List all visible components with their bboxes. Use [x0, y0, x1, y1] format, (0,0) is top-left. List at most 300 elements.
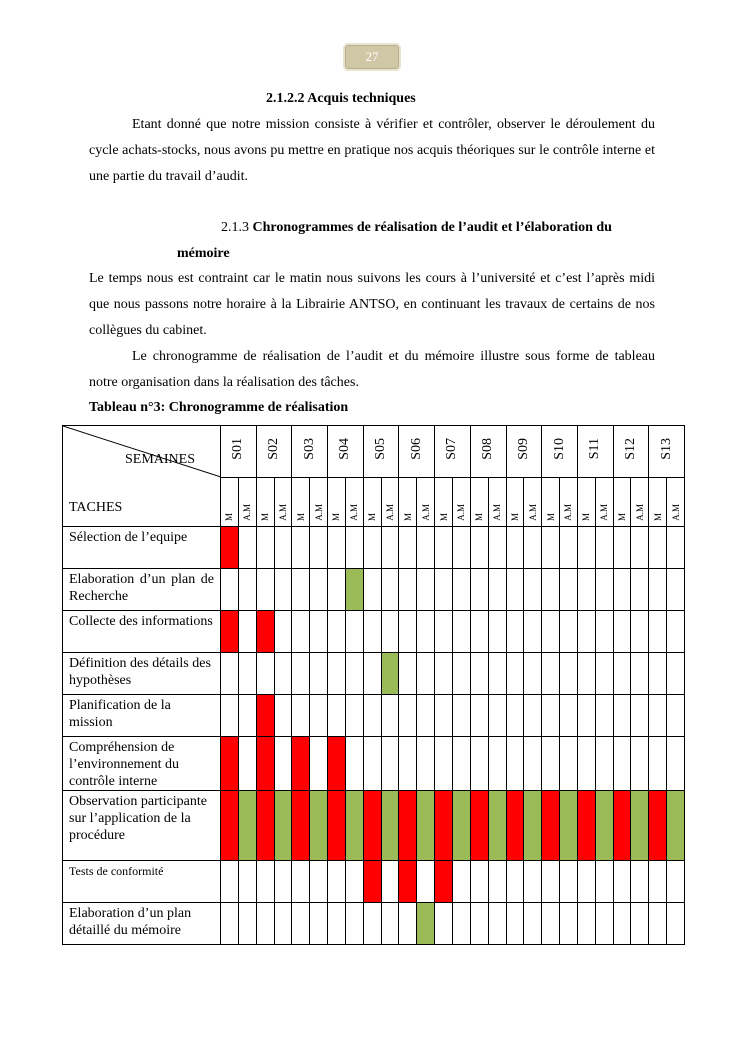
- schedule-cell-empty: [310, 653, 328, 695]
- schedule-cell-empty: [328, 653, 346, 695]
- week-header-s01: [221, 426, 257, 478]
- schedule-cell-empty: [488, 861, 506, 903]
- schedule-cell-empty: [488, 527, 506, 569]
- schedule-cell-empty: [667, 903, 685, 945]
- schedule-cell-empty: [577, 569, 595, 611]
- schedule-cell-empty: [577, 611, 595, 653]
- schedule-cell-filled-red: [221, 737, 239, 791]
- schedule-cell-empty: [221, 903, 239, 945]
- week-label: S04: [337, 438, 353, 460]
- schedule-cell-empty: [631, 737, 649, 791]
- schedule-cell-empty: [399, 737, 417, 791]
- slot-header-s09-m: [506, 478, 524, 527]
- task-label: [63, 791, 221, 861]
- schedule-cell-filled-red: [221, 611, 239, 653]
- schedule-cell-empty: [381, 695, 399, 737]
- section-title-chronogrammes: [177, 215, 655, 267]
- schedule-cell-empty: [560, 527, 578, 569]
- schedule-cell-empty: [363, 737, 381, 791]
- schedule-cell-empty: [577, 737, 595, 791]
- slot-header-s02-m: [256, 478, 274, 527]
- task-row: [63, 903, 685, 945]
- schedule-cell-empty: [310, 611, 328, 653]
- schedule-cell-empty: [238, 569, 256, 611]
- schedule-cell-empty: [435, 695, 453, 737]
- task-row: [63, 791, 685, 861]
- schedule-cell-filled-green: [238, 791, 256, 861]
- week-header-s05: [363, 426, 399, 478]
- schedule-cell-empty: [631, 695, 649, 737]
- schedule-cell-empty: [667, 611, 685, 653]
- schedule-cell-empty: [667, 569, 685, 611]
- schedule-cell-empty: [310, 569, 328, 611]
- slot-label: M: [581, 512, 592, 521]
- schedule-cell-filled-red: [542, 791, 560, 861]
- slot-label: M: [509, 512, 520, 521]
- schedule-cell-empty: [649, 611, 667, 653]
- slot-label: M: [545, 512, 556, 521]
- schedule-cell-empty: [363, 527, 381, 569]
- schedule-cell-empty: [328, 527, 346, 569]
- schedule-cell-empty: [560, 903, 578, 945]
- task-label: [63, 861, 221, 903]
- slot-header-s01-m: [221, 478, 239, 527]
- slot-header-s12-am: [631, 478, 649, 527]
- task-label: [63, 569, 221, 611]
- week-label: S05: [373, 438, 389, 460]
- slot-label: M: [438, 512, 449, 521]
- schedule-cell-filled-red: [470, 791, 488, 861]
- schedule-cell-empty: [328, 903, 346, 945]
- schedule-cell-empty: [417, 737, 435, 791]
- schedule-cell-empty: [488, 653, 506, 695]
- schedule-cell-empty: [363, 653, 381, 695]
- week-label: S03: [301, 438, 317, 460]
- schedule-cell-empty: [256, 527, 274, 569]
- schedule-cell-empty: [328, 695, 346, 737]
- schedule-cell-empty: [256, 569, 274, 611]
- schedule-cell-empty: [274, 611, 292, 653]
- week-header-row: [63, 426, 685, 478]
- schedule-cell-empty: [221, 695, 239, 737]
- schedule-cell-empty: [631, 569, 649, 611]
- schedule-cell-empty: [506, 653, 524, 695]
- schedule-cell-empty: [524, 527, 542, 569]
- schedule-cell-empty: [560, 569, 578, 611]
- slot-header-s07-m: [435, 478, 453, 527]
- schedule-cell-filled-red: [256, 695, 274, 737]
- task-label: [63, 527, 221, 569]
- slot-label: A.M: [634, 504, 645, 521]
- schedule-cell-empty: [310, 861, 328, 903]
- schedule-cell-empty: [649, 527, 667, 569]
- schedule-cell-empty: [613, 569, 631, 611]
- schedule-cell-empty: [381, 737, 399, 791]
- week-header-s03: [292, 426, 328, 478]
- task-label-text: Compréhension de l’environnement du contrôle interne: [69, 740, 180, 789]
- schedule-cell-empty: [452, 737, 470, 791]
- week-header-s10: [542, 426, 578, 478]
- schedule-cell-empty: [381, 569, 399, 611]
- schedule-cell-filled-red: [256, 737, 274, 791]
- task-label: [63, 737, 221, 791]
- task-row: [63, 695, 685, 737]
- schedule-cell-empty: [470, 653, 488, 695]
- corner-label-semaines: SEMAINES: [125, 452, 196, 467]
- task-label-text: Définition des détails des hypothèses: [69, 656, 211, 688]
- slot-label: M: [331, 512, 342, 521]
- schedule-cell-empty: [399, 611, 417, 653]
- schedule-cell-empty: [274, 695, 292, 737]
- slot-header-s03-m: [292, 478, 310, 527]
- task-row: [63, 737, 685, 791]
- schedule-cell-empty: [399, 653, 417, 695]
- schedule-cell-empty: [488, 737, 506, 791]
- schedule-cell-filled-red: [435, 791, 453, 861]
- slot-label: A.M: [492, 504, 503, 521]
- schedule-cell-empty: [542, 737, 560, 791]
- schedule-cell-empty: [417, 653, 435, 695]
- week-label: S11: [587, 438, 603, 460]
- schedule-cell-empty: [542, 903, 560, 945]
- schedule-cell-filled-green: [345, 569, 363, 611]
- slot-label: A.M: [599, 504, 610, 521]
- slot-header-s13-am: [667, 478, 685, 527]
- schedule-cell-empty: [452, 527, 470, 569]
- week-label: S13: [658, 438, 674, 460]
- slot-header-s09-am: [524, 478, 542, 527]
- schedule-cell-empty: [506, 611, 524, 653]
- schedule-cell-empty: [310, 903, 328, 945]
- schedule-cell-empty: [560, 861, 578, 903]
- schedule-cell-empty: [542, 611, 560, 653]
- schedule-cell-empty: [506, 527, 524, 569]
- schedule-cell-empty: [417, 569, 435, 611]
- slot-label: M: [652, 512, 663, 521]
- schedule-cell-empty: [452, 653, 470, 695]
- schedule-cell-filled-red: [328, 791, 346, 861]
- schedule-cell-filled-green: [524, 791, 542, 861]
- schedule-cell-empty: [577, 861, 595, 903]
- slot-label: A.M: [349, 504, 360, 521]
- schedule-cell-empty: [542, 861, 560, 903]
- schedule-cell-empty: [238, 611, 256, 653]
- week-label: S07: [444, 438, 460, 460]
- schedule-cell-empty: [345, 695, 363, 737]
- schedule-cell-empty: [595, 653, 613, 695]
- schedule-cell-empty: [470, 569, 488, 611]
- slot-label: A.M: [527, 504, 538, 521]
- schedule-cell-empty: [292, 653, 310, 695]
- schedule-cell-empty: [363, 611, 381, 653]
- schedule-cell-empty: [292, 527, 310, 569]
- schedule-cell-empty: [524, 569, 542, 611]
- week-label: S02: [266, 438, 282, 460]
- task-label: [63, 695, 221, 737]
- schedule-cell-empty: [345, 611, 363, 653]
- schedule-cell-filled-red: [577, 791, 595, 861]
- schedule-cell-empty: [595, 737, 613, 791]
- slot-header-s03-am: [310, 478, 328, 527]
- schedule-cell-empty: [649, 569, 667, 611]
- schedule-cell-empty: [399, 527, 417, 569]
- schedule-cell-empty: [328, 569, 346, 611]
- schedule-cell-empty: [470, 861, 488, 903]
- table-caption: Tableau n°3: Chronogramme de réalisation: [89, 400, 349, 415]
- schedule-cell-filled-red: [221, 791, 239, 861]
- slot-label: M: [616, 512, 627, 521]
- slot-label: A.M: [313, 504, 324, 521]
- schedule-cell-empty: [649, 903, 667, 945]
- schedule-cell-empty: [345, 861, 363, 903]
- schedule-cell-empty: [452, 695, 470, 737]
- schedule-cell-empty: [577, 695, 595, 737]
- schedule-cell-empty: [417, 611, 435, 653]
- schedule-cell-filled-green: [452, 791, 470, 861]
- schedule-cell-empty: [238, 861, 256, 903]
- slot-label: M: [367, 512, 378, 521]
- slot-header-s01-am: [238, 478, 256, 527]
- schedule-cell-empty: [595, 611, 613, 653]
- schedule-cell-empty: [417, 527, 435, 569]
- schedule-cell-empty: [577, 903, 595, 945]
- task-label-text: Planification de la mission: [69, 698, 171, 730]
- week-label: S09: [515, 438, 531, 460]
- schedule-cell-empty: [667, 695, 685, 737]
- task-label-text: Elaboration d’un plan détaillé du mémoire: [69, 906, 192, 938]
- schedule-cell-empty: [345, 903, 363, 945]
- schedule-cell-empty: [274, 861, 292, 903]
- schedule-cell-empty: [524, 903, 542, 945]
- schedule-cell-empty: [470, 611, 488, 653]
- schedule-cell-empty: [435, 903, 453, 945]
- schedule-cell-filled-red: [328, 737, 346, 791]
- schedule-cell-empty: [488, 695, 506, 737]
- task-label: [63, 611, 221, 653]
- schedule-cell-empty: [488, 569, 506, 611]
- schedule-cell-empty: [667, 861, 685, 903]
- schedule-cell-empty: [274, 653, 292, 695]
- slot-label: A.M: [242, 504, 253, 521]
- slot-header-s11-m: [577, 478, 595, 527]
- schedule-cell-filled-green: [417, 903, 435, 945]
- schedule-cell-empty: [435, 611, 453, 653]
- schedule-cell-empty: [613, 737, 631, 791]
- schedule-cell-empty: [542, 653, 560, 695]
- slot-header-s08-m: [470, 478, 488, 527]
- slot-header-s06-am: [417, 478, 435, 527]
- schedule-cell-empty: [310, 695, 328, 737]
- slot-header-s13-m: [649, 478, 667, 527]
- schedule-cell-empty: [470, 903, 488, 945]
- paragraph-chronogramme: Le chronogramme de réalisation de l’audit et du mémoire illustre sous forme de tableau notre organisation dans la réalisation des tâches.: [89, 349, 655, 390]
- paragraph-temps: Le temps nous est contraint car le matin nous suivons les cours à l’université et c’est l’après midi que nous passons notre horaire à la Librairie ANTSO, en continuant les travaux de certains de nos collègues du cabinet.: [89, 271, 655, 338]
- page-number-badge: 27: [345, 45, 399, 69]
- schedule-cell-empty: [560, 695, 578, 737]
- schedule-cell-filled-green: [310, 791, 328, 861]
- slot-header-s02-am: [274, 478, 292, 527]
- schedule-cell-filled-red: [221, 527, 239, 569]
- schedule-cell-empty: [256, 903, 274, 945]
- schedule-cell-empty: [560, 653, 578, 695]
- task-label-text: Observation participante sur l’application de la procédure: [69, 794, 208, 843]
- schedule-cell-empty: [221, 569, 239, 611]
- schedule-cell-empty: [363, 695, 381, 737]
- task-row: [63, 527, 685, 569]
- schedule-cell-empty: [328, 611, 346, 653]
- slot-label: A.M: [385, 504, 396, 521]
- schedule-cell-empty: [274, 527, 292, 569]
- slot-label: M: [295, 512, 306, 521]
- schedule-cell-empty: [310, 737, 328, 791]
- schedule-cell-empty: [470, 695, 488, 737]
- schedule-cell-empty: [613, 611, 631, 653]
- schedule-cell-empty: [452, 569, 470, 611]
- table-corner-cell: [63, 426, 221, 527]
- schedule-cell-empty: [452, 861, 470, 903]
- task-row: [63, 611, 685, 653]
- schedule-cell-empty: [238, 653, 256, 695]
- schedule-cell-empty: [560, 611, 578, 653]
- schedule-cell-empty: [560, 737, 578, 791]
- schedule-cell-empty: [524, 861, 542, 903]
- week-header-s07: [435, 426, 471, 478]
- week-header-s09: [506, 426, 542, 478]
- schedule-cell-empty: [238, 527, 256, 569]
- schedule-cell-empty: [595, 861, 613, 903]
- schedule-cell-filled-green: [274, 791, 292, 861]
- schedule-cell-filled-green: [381, 653, 399, 695]
- week-header-s04: [328, 426, 364, 478]
- schedule-cell-filled-green: [381, 791, 399, 861]
- week-label: S06: [408, 438, 424, 460]
- week-header-s12: [613, 426, 649, 478]
- schedule-cell-empty: [381, 611, 399, 653]
- schedule-cell-empty: [542, 569, 560, 611]
- week-header-s08: [470, 426, 506, 478]
- schedule-cell-empty: [256, 653, 274, 695]
- slot-header-s12-m: [613, 478, 631, 527]
- schedule-cell-empty: [435, 527, 453, 569]
- schedule-cell-empty: [274, 569, 292, 611]
- schedule-cell-empty: [667, 527, 685, 569]
- schedule-cell-empty: [631, 527, 649, 569]
- schedule-cell-empty: [399, 695, 417, 737]
- schedule-cell-empty: [292, 569, 310, 611]
- task-label-text: Collecte des informations: [69, 614, 213, 629]
- schedule-cell-filled-red: [256, 791, 274, 861]
- schedule-cell-empty: [631, 903, 649, 945]
- schedule-cell-empty: [524, 737, 542, 791]
- schedule-cell-filled-green: [631, 791, 649, 861]
- slot-header-s08-am: [488, 478, 506, 527]
- slot-header-s11-am: [595, 478, 613, 527]
- schedule-cell-empty: [506, 903, 524, 945]
- schedule-cell-empty: [506, 695, 524, 737]
- schedule-cell-empty: [542, 695, 560, 737]
- schedule-cell-filled-green: [345, 791, 363, 861]
- slot-label: A.M: [277, 504, 288, 521]
- section-heading: 2.1.2.2 Acquis techniques: [266, 91, 416, 106]
- slot-header-s05-m: [363, 478, 381, 527]
- week-header-s02: [256, 426, 292, 478]
- slot-label: A.M: [420, 504, 431, 521]
- schedule-cell-empty: [256, 861, 274, 903]
- slot-header-s07-am: [452, 478, 470, 527]
- task-row: [63, 861, 685, 903]
- slot-header-s06-m: [399, 478, 417, 527]
- week-header-s06: [399, 426, 435, 478]
- schedule-cell-empty: [435, 737, 453, 791]
- schedule-cell-empty: [363, 569, 381, 611]
- schedule-cell-empty: [595, 903, 613, 945]
- schedule-cell-empty: [345, 527, 363, 569]
- week-label: S12: [622, 438, 638, 460]
- schedule-cell-filled-green: [667, 791, 685, 861]
- week-label: S10: [551, 438, 567, 460]
- schedule-cell-empty: [649, 737, 667, 791]
- schedule-cell-filled-red: [363, 791, 381, 861]
- schedule-cell-empty: [631, 611, 649, 653]
- slot-label: M: [224, 512, 235, 521]
- slot-label: A.M: [563, 504, 574, 521]
- schedule-cell-empty: [417, 861, 435, 903]
- week-label: S01: [230, 438, 246, 460]
- slot-label: A.M: [670, 504, 681, 521]
- schedule-cell-empty: [613, 527, 631, 569]
- schedule-cell-empty: [488, 611, 506, 653]
- slot-header-s10-m: [542, 478, 560, 527]
- task-label: [63, 653, 221, 695]
- corner-label-taches: TACHES: [69, 500, 123, 515]
- section-number: 2.1.3: [221, 220, 249, 235]
- schedule-cell-empty: [363, 903, 381, 945]
- slot-header-s05-am: [381, 478, 399, 527]
- schedule-cell-empty: [381, 903, 399, 945]
- schedule-cell-empty: [345, 653, 363, 695]
- schedule-cell-empty: [274, 737, 292, 791]
- schedule-cell-filled-red: [399, 791, 417, 861]
- schedule-cell-empty: [221, 653, 239, 695]
- schedule-cell-empty: [435, 653, 453, 695]
- schedule-cell-empty: [345, 737, 363, 791]
- schedule-cell-empty: [506, 737, 524, 791]
- task-label-text: Elaboration d’un plan de Recherche: [69, 572, 214, 604]
- schedule-cell-empty: [577, 527, 595, 569]
- slot-header-s04-m: [328, 478, 346, 527]
- schedule-cell-empty: [542, 527, 560, 569]
- schedule-cell-empty: [524, 611, 542, 653]
- schedule-cell-empty: [506, 861, 524, 903]
- schedule-cell-empty: [292, 861, 310, 903]
- schedule-cell-empty: [470, 737, 488, 791]
- schedule-cell-empty: [649, 695, 667, 737]
- schedule-cell-filled-red: [435, 861, 453, 903]
- schedule-cell-filled-red: [256, 611, 274, 653]
- schedule-cell-empty: [649, 861, 667, 903]
- schedule-cell-empty: [292, 611, 310, 653]
- schedule-cell-empty: [274, 903, 292, 945]
- week-label: S08: [480, 438, 496, 460]
- schedule-cell-filled-green: [488, 791, 506, 861]
- schedule-cell-empty: [452, 903, 470, 945]
- schedule-cell-empty: [613, 653, 631, 695]
- schedule-cell-empty: [613, 861, 631, 903]
- slot-label: M: [474, 512, 485, 521]
- schedule-cell-empty: [631, 653, 649, 695]
- schedule-cell-empty: [488, 903, 506, 945]
- schedule-cell-empty: [470, 527, 488, 569]
